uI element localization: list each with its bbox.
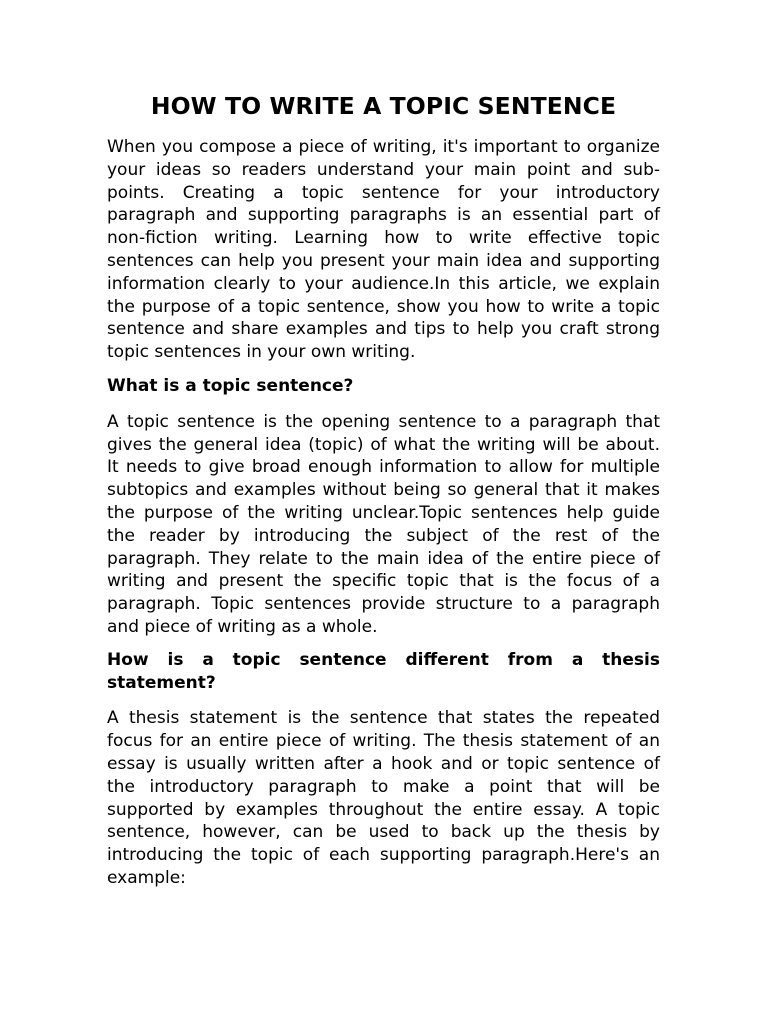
intro-paragraph: When you compose a piece of writing, it's important to organize your ideas so readers understand your main point and sub-points. Creating a topic sentence for your introductory paragraph and supporting paragraphs is an essential part of non-fiction writing. Learning how to write effective topic sentences can help you present your main idea and supporting information clearly to your audience.In this article, we explain the purpose of a topic sentence, show you how to write a topic sentence and share examples and tips to help you craft strong topic sentences in your own writing. (107, 137, 660, 363)
section-heading-thesis-difference: How is a topic sentence different from a thesis statement? (107, 649, 660, 693)
section-body-thesis-difference: A thesis statement is the sentence that states the repeated focus for an entire piece of writing. The thesis statement of an essay is usually written after a hook and or topic sentence of the introductory paragraph to make a point that will be supported by examples throughout the entire essay. A topic sentence, however, can be used to back up the thesis by introducing the topic of each supporting paragraph.Here's an example: (107, 708, 660, 888)
section-body-what-is: A topic sentence is the opening sentence to a paragraph that gives the general idea (topic) of what the writing will be about. It needs to give broad enough information to allow for multiple subtopics and examples without being so general that it makes the purpose of the writing unclear.Topic sentences help guide the reader by introducing the subject of the rest of the paragraph. They relate to the main idea of the entire piece of writing and present the specific topic that is the focus of a paragraph. Topic sentences provide structure to a paragraph and piece of writing as a whole. (107, 411, 660, 637)
document-page (107, 90, 660, 890)
section-heading-what-is: What is a topic sentence? (107, 375, 354, 396)
page-title: HOW TO WRITE A TOPIC SENTENCE (150, 92, 617, 120)
